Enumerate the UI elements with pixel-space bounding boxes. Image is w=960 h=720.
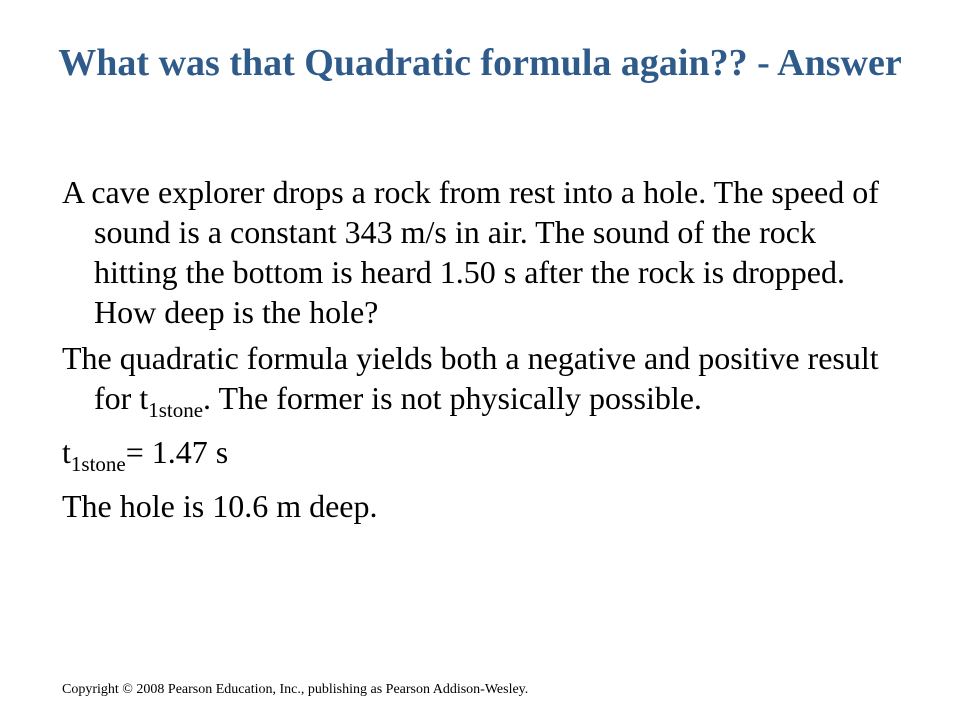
time-symbol: t <box>62 434 71 470</box>
slide-title: What was that Quadratic formula again?? - Answer <box>58 42 902 84</box>
quadratic-result-subscript: 1stone <box>148 398 204 422</box>
quadratic-result-text-1: The quadratic formula yields both a negative and positive result for t <box>62 340 879 416</box>
quadratic-result-paragraph <box>62 338 902 422</box>
copyright-footer: Copyright © 2008 Pearson Education, Inc., publishing as Pearson Addison-Wesley. <box>62 682 529 697</box>
time-result <box>62 432 902 476</box>
slide-body <box>62 172 902 532</box>
conclusion: The hole is 10.6 m deep. <box>62 488 378 524</box>
time-subscript: 1stone <box>70 452 126 476</box>
problem-statement: A cave explorer drops a rock from rest into a hole. The speed of sound is a constant 343 m/s in air. The sound of the rock hitting the bottom is heard 1.50 s after the rock is dropped. How deep is the hole? <box>62 174 879 330</box>
time-value: = 1.47 s <box>125 434 229 470</box>
quadratic-result-text-2: . The former is not physically possible. <box>203 380 702 416</box>
